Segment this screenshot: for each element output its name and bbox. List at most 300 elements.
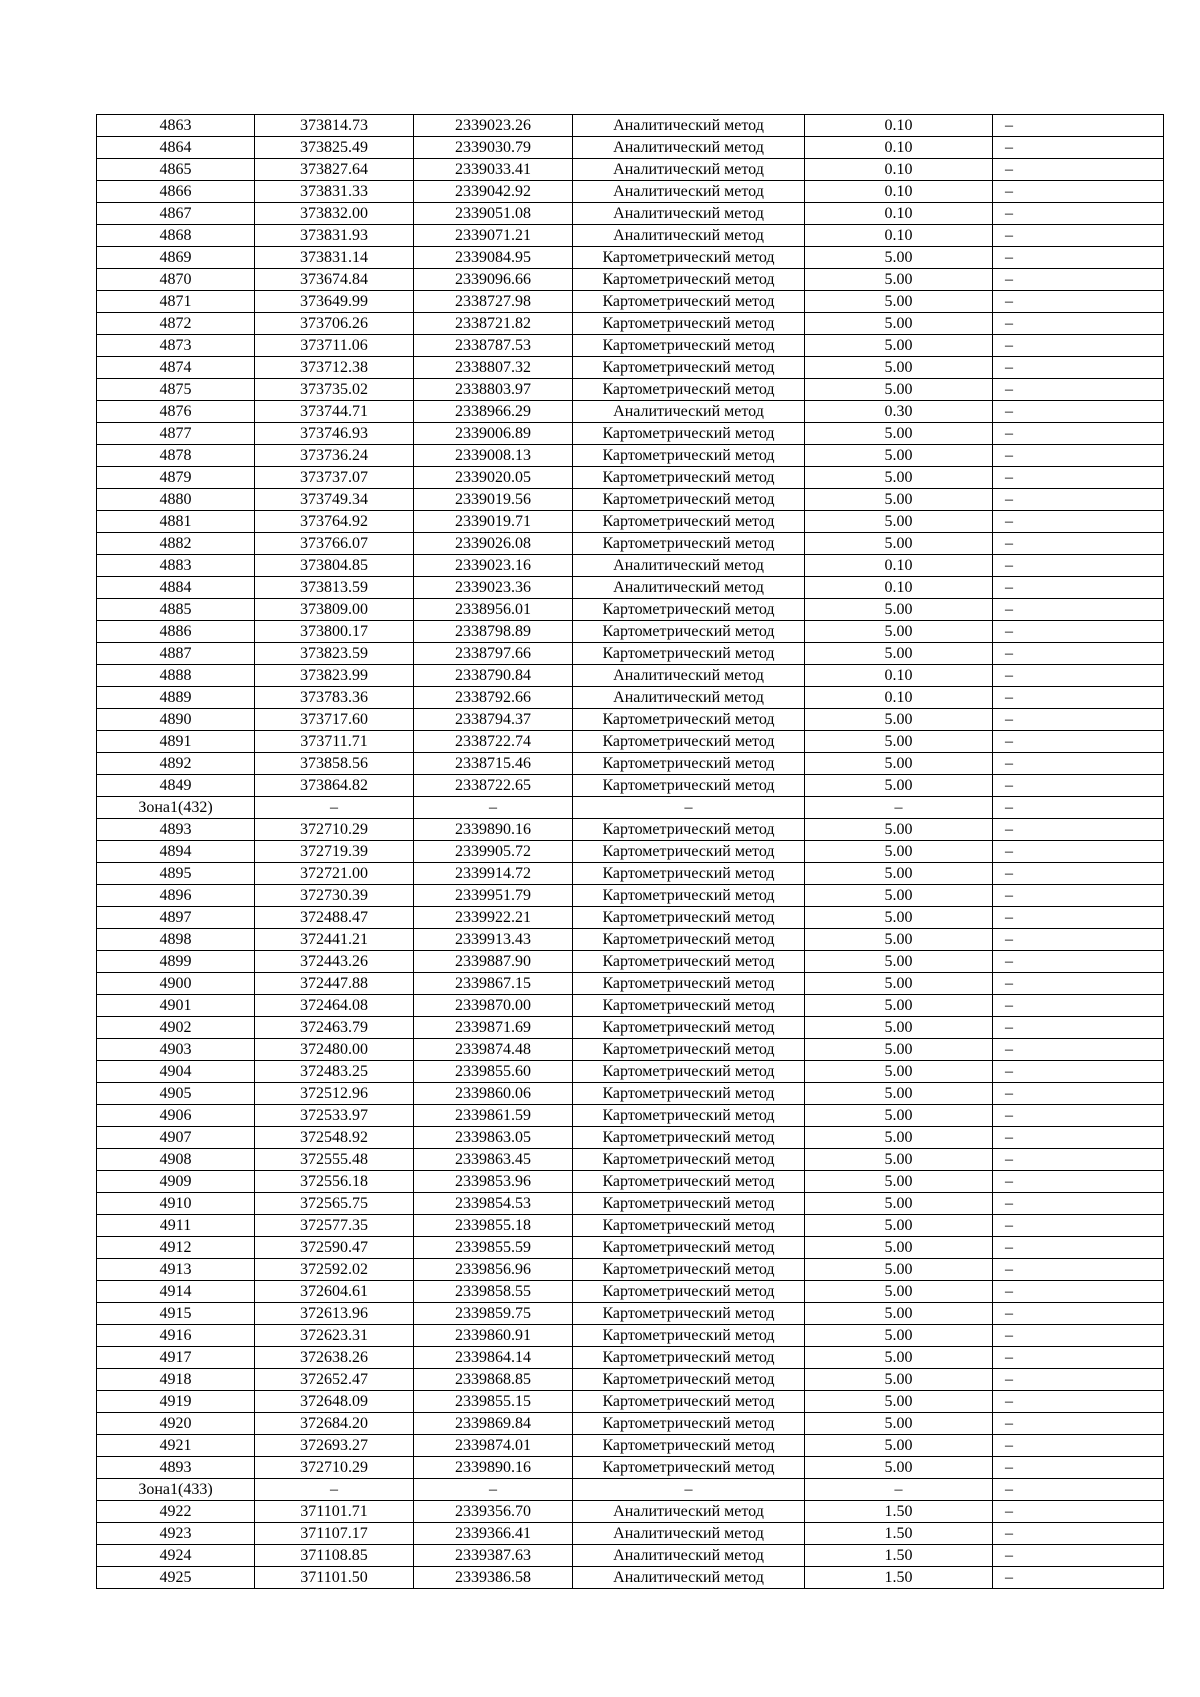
description-cell: – bbox=[993, 467, 1164, 489]
x-coordinate-cell: 373711.06 bbox=[255, 335, 414, 357]
description-cell: – bbox=[993, 973, 1164, 995]
point-number-cell: 4873 bbox=[97, 335, 255, 357]
x-coordinate-cell: 372604.61 bbox=[255, 1281, 414, 1303]
point-number-cell: 4884 bbox=[97, 577, 255, 599]
x-coordinate-cell: 372565.75 bbox=[255, 1193, 414, 1215]
point-number-cell: 4876 bbox=[97, 401, 255, 423]
table-row bbox=[97, 1017, 1164, 1039]
table-row bbox=[97, 577, 1164, 599]
y-coordinate-cell: 2339858.55 bbox=[414, 1281, 573, 1303]
y-coordinate-cell: 2339887.90 bbox=[414, 951, 573, 973]
y-coordinate-cell: 2339855.60 bbox=[414, 1061, 573, 1083]
method-cell: Картометрический метод bbox=[573, 973, 805, 995]
description-cell: – bbox=[993, 401, 1164, 423]
y-coordinate-cell: 2339019.56 bbox=[414, 489, 573, 511]
method-cell: Картометрический метод bbox=[573, 885, 805, 907]
x-coordinate-cell: 373831.93 bbox=[255, 225, 414, 247]
point-number-cell: 4920 bbox=[97, 1413, 255, 1435]
table-row bbox=[97, 753, 1164, 775]
description-cell: – bbox=[993, 291, 1164, 313]
accuracy-cell: 5.00 bbox=[805, 423, 993, 445]
y-coordinate-cell: 2339855.15 bbox=[414, 1391, 573, 1413]
method-cell: Картометрический метод bbox=[573, 775, 805, 797]
method-cell: Картометрический метод bbox=[573, 731, 805, 753]
accuracy-cell: 0.10 bbox=[805, 203, 993, 225]
x-coordinate-cell: 373712.38 bbox=[255, 357, 414, 379]
y-coordinate-cell: 2339855.59 bbox=[414, 1237, 573, 1259]
method-cell: Картометрический метод bbox=[573, 929, 805, 951]
y-coordinate-cell: 2339863.05 bbox=[414, 1127, 573, 1149]
table-row bbox=[97, 1501, 1164, 1523]
y-coordinate-cell: 2339026.08 bbox=[414, 533, 573, 555]
table-row bbox=[97, 1413, 1164, 1435]
method-cell: Картометрический метод bbox=[573, 995, 805, 1017]
y-coordinate-cell: 2339870.00 bbox=[414, 995, 573, 1017]
point-number-cell: 4909 bbox=[97, 1171, 255, 1193]
point-number-cell: 4865 bbox=[97, 159, 255, 181]
accuracy-cell: 5.00 bbox=[805, 643, 993, 665]
x-coordinate-cell: 371101.50 bbox=[255, 1567, 414, 1589]
table-row bbox=[97, 1039, 1164, 1061]
point-number-cell: 4898 bbox=[97, 929, 255, 951]
method-cell: Аналитический метод bbox=[573, 1523, 805, 1545]
description-cell: – bbox=[993, 1545, 1164, 1567]
description-cell: – bbox=[993, 225, 1164, 247]
x-coordinate-cell: 373737.07 bbox=[255, 467, 414, 489]
method-cell: Картометрический метод bbox=[573, 379, 805, 401]
method-cell: Картометрический метод bbox=[573, 1105, 805, 1127]
accuracy-cell: 1.50 bbox=[805, 1545, 993, 1567]
coordinates-table bbox=[96, 114, 1164, 1589]
y-coordinate-cell: 2338727.98 bbox=[414, 291, 573, 313]
description-cell: – bbox=[993, 357, 1164, 379]
point-number-cell: 4866 bbox=[97, 181, 255, 203]
accuracy-cell: 5.00 bbox=[805, 1127, 993, 1149]
y-coordinate-cell: 2339864.14 bbox=[414, 1347, 573, 1369]
method-cell: Картометрический метод bbox=[573, 643, 805, 665]
x-coordinate-cell: 372548.92 bbox=[255, 1127, 414, 1149]
method-cell: Аналитический метод bbox=[573, 1501, 805, 1523]
accuracy-cell: 5.00 bbox=[805, 1237, 993, 1259]
accuracy-cell: – bbox=[805, 797, 993, 819]
accuracy-cell: 5.00 bbox=[805, 1039, 993, 1061]
x-coordinate-cell: 372721.00 bbox=[255, 863, 414, 885]
method-cell: Картометрический метод bbox=[573, 467, 805, 489]
description-cell: – bbox=[993, 687, 1164, 709]
x-coordinate-cell: 372648.09 bbox=[255, 1391, 414, 1413]
y-coordinate-cell: 2338722.74 bbox=[414, 731, 573, 753]
point-number-cell: 4922 bbox=[97, 1501, 255, 1523]
y-coordinate-cell: 2339096.66 bbox=[414, 269, 573, 291]
accuracy-cell: 5.00 bbox=[805, 995, 993, 1017]
table-row bbox=[97, 1127, 1164, 1149]
description-cell: – bbox=[993, 1457, 1164, 1479]
point-number-cell: 4877 bbox=[97, 423, 255, 445]
point-number-cell: 4875 bbox=[97, 379, 255, 401]
table-row bbox=[97, 1083, 1164, 1105]
method-cell: Аналитический метод bbox=[573, 137, 805, 159]
point-number-cell: 4879 bbox=[97, 467, 255, 489]
x-coordinate-cell: 373827.64 bbox=[255, 159, 414, 181]
accuracy-cell: 5.00 bbox=[805, 511, 993, 533]
y-coordinate-cell: 2339033.41 bbox=[414, 159, 573, 181]
accuracy-cell: – bbox=[805, 1479, 993, 1501]
point-number-cell: 4915 bbox=[97, 1303, 255, 1325]
y-coordinate-cell: 2339387.63 bbox=[414, 1545, 573, 1567]
description-cell: – bbox=[993, 1501, 1164, 1523]
x-coordinate-cell: 372447.88 bbox=[255, 973, 414, 995]
description-cell: – bbox=[993, 753, 1164, 775]
method-cell: Картометрический метод bbox=[573, 709, 805, 731]
accuracy-cell: 5.00 bbox=[805, 1303, 993, 1325]
description-cell: – bbox=[993, 1479, 1164, 1501]
method-cell: Аналитический метод bbox=[573, 203, 805, 225]
x-coordinate-cell: 373823.59 bbox=[255, 643, 414, 665]
method-cell: Картометрический метод bbox=[573, 863, 805, 885]
table-row bbox=[97, 907, 1164, 929]
accuracy-cell: 5.00 bbox=[805, 291, 993, 313]
table-row bbox=[97, 973, 1164, 995]
y-coordinate-cell: 2339856.96 bbox=[414, 1259, 573, 1281]
point-number-cell: 4901 bbox=[97, 995, 255, 1017]
point-number-cell: 4893 bbox=[97, 1457, 255, 1479]
table-row bbox=[97, 335, 1164, 357]
point-number-cell: 4849 bbox=[97, 775, 255, 797]
method-cell: Картометрический метод bbox=[573, 335, 805, 357]
x-coordinate-cell: 372613.96 bbox=[255, 1303, 414, 1325]
y-coordinate-cell: 2339019.71 bbox=[414, 511, 573, 533]
accuracy-cell: 5.00 bbox=[805, 247, 993, 269]
table-row bbox=[97, 445, 1164, 467]
accuracy-cell: 5.00 bbox=[805, 863, 993, 885]
y-coordinate-cell: 2339951.79 bbox=[414, 885, 573, 907]
method-cell: Картометрический метод bbox=[573, 533, 805, 555]
table-row bbox=[97, 731, 1164, 753]
description-cell: – bbox=[993, 709, 1164, 731]
description-cell: – bbox=[993, 665, 1164, 687]
method-cell: Аналитический метод bbox=[573, 225, 805, 247]
accuracy-cell: 0.10 bbox=[805, 181, 993, 203]
x-coordinate-cell: 373831.33 bbox=[255, 181, 414, 203]
description-cell: – bbox=[993, 379, 1164, 401]
table-row bbox=[97, 423, 1164, 445]
method-cell: Картометрический метод bbox=[573, 489, 805, 511]
point-number-cell: 4907 bbox=[97, 1127, 255, 1149]
point-number-cell: 4916 bbox=[97, 1325, 255, 1347]
y-coordinate-cell: 2339030.79 bbox=[414, 137, 573, 159]
table-row bbox=[97, 203, 1164, 225]
table-row bbox=[97, 709, 1164, 731]
point-number-cell: 4924 bbox=[97, 1545, 255, 1567]
point-number-cell: 4886 bbox=[97, 621, 255, 643]
table-row bbox=[97, 1479, 1164, 1501]
description-cell: – bbox=[993, 775, 1164, 797]
x-coordinate-cell: 372652.47 bbox=[255, 1369, 414, 1391]
table-row bbox=[97, 137, 1164, 159]
method-cell: Картометрический метод bbox=[573, 423, 805, 445]
description-cell: – bbox=[993, 1391, 1164, 1413]
table-row bbox=[97, 1281, 1164, 1303]
method-cell: Аналитический метод bbox=[573, 1545, 805, 1567]
y-coordinate-cell: 2339042.92 bbox=[414, 181, 573, 203]
x-coordinate-cell: 373736.24 bbox=[255, 445, 414, 467]
description-cell: – bbox=[993, 1435, 1164, 1457]
x-coordinate-cell: 372480.00 bbox=[255, 1039, 414, 1061]
accuracy-cell: 5.00 bbox=[805, 731, 993, 753]
y-coordinate-cell: 2339023.26 bbox=[414, 115, 573, 137]
accuracy-cell: 5.00 bbox=[805, 1083, 993, 1105]
description-cell: – bbox=[993, 863, 1164, 885]
description-cell: – bbox=[993, 577, 1164, 599]
y-coordinate-cell: 2339861.59 bbox=[414, 1105, 573, 1127]
accuracy-cell: 5.00 bbox=[805, 489, 993, 511]
table-row bbox=[97, 643, 1164, 665]
y-coordinate-cell: 2339366.41 bbox=[414, 1523, 573, 1545]
x-coordinate-cell: 372592.02 bbox=[255, 1259, 414, 1281]
point-number-cell: 4888 bbox=[97, 665, 255, 687]
x-coordinate-cell: 373746.93 bbox=[255, 423, 414, 445]
description-cell: – bbox=[993, 511, 1164, 533]
x-coordinate-cell: 373783.36 bbox=[255, 687, 414, 709]
accuracy-cell: 5.00 bbox=[805, 885, 993, 907]
point-number-cell: 4868 bbox=[97, 225, 255, 247]
point-number-cell: 4863 bbox=[97, 115, 255, 137]
table-row bbox=[97, 1193, 1164, 1215]
description-cell: – bbox=[993, 621, 1164, 643]
accuracy-cell: 5.00 bbox=[805, 1017, 993, 1039]
table-row bbox=[97, 599, 1164, 621]
accuracy-cell: 5.00 bbox=[805, 1171, 993, 1193]
description-cell: – bbox=[993, 951, 1164, 973]
accuracy-cell: 5.00 bbox=[805, 445, 993, 467]
description-cell: – bbox=[993, 1149, 1164, 1171]
y-coordinate-cell: 2338794.37 bbox=[414, 709, 573, 731]
method-cell: Картометрический метод bbox=[573, 819, 805, 841]
y-coordinate-cell: 2338807.32 bbox=[414, 357, 573, 379]
y-coordinate-cell: 2339905.72 bbox=[414, 841, 573, 863]
x-coordinate-cell: – bbox=[255, 797, 414, 819]
method-cell: Картометрический метод bbox=[573, 951, 805, 973]
y-coordinate-cell: 2339853.96 bbox=[414, 1171, 573, 1193]
description-cell: – bbox=[993, 929, 1164, 951]
y-coordinate-cell: – bbox=[414, 797, 573, 819]
point-number-cell: 4869 bbox=[97, 247, 255, 269]
y-coordinate-cell: 2338966.29 bbox=[414, 401, 573, 423]
x-coordinate-cell: 372512.96 bbox=[255, 1083, 414, 1105]
accuracy-cell: 0.10 bbox=[805, 665, 993, 687]
method-cell: Картометрический метод bbox=[573, 1347, 805, 1369]
description-cell: – bbox=[993, 555, 1164, 577]
description-cell: – bbox=[993, 489, 1164, 511]
x-coordinate-cell: 373813.59 bbox=[255, 577, 414, 599]
table-row bbox=[97, 1325, 1164, 1347]
point-number-cell: 4905 bbox=[97, 1083, 255, 1105]
accuracy-cell: 5.00 bbox=[805, 709, 993, 731]
table-row bbox=[97, 863, 1164, 885]
y-coordinate-cell: 2338715.46 bbox=[414, 753, 573, 775]
y-coordinate-cell: 2339854.53 bbox=[414, 1193, 573, 1215]
accuracy-cell: 0.10 bbox=[805, 225, 993, 247]
y-coordinate-cell: 2339913.43 bbox=[414, 929, 573, 951]
method-cell: Аналитический метод bbox=[573, 159, 805, 181]
description-cell: – bbox=[993, 1259, 1164, 1281]
point-number-cell: 4904 bbox=[97, 1061, 255, 1083]
table-row bbox=[97, 1457, 1164, 1479]
table-row bbox=[97, 687, 1164, 709]
method-cell: Картометрический метод bbox=[573, 1061, 805, 1083]
x-coordinate-cell: 372719.39 bbox=[255, 841, 414, 863]
x-coordinate-cell: 373864.82 bbox=[255, 775, 414, 797]
x-coordinate-cell: 372638.26 bbox=[255, 1347, 414, 1369]
x-coordinate-cell: 372577.35 bbox=[255, 1215, 414, 1237]
accuracy-cell: 5.00 bbox=[805, 1369, 993, 1391]
point-number-cell: 4903 bbox=[97, 1039, 255, 1061]
table-row bbox=[97, 665, 1164, 687]
accuracy-cell: 5.00 bbox=[805, 1325, 993, 1347]
description-cell: – bbox=[993, 1237, 1164, 1259]
point-number-cell: 4899 bbox=[97, 951, 255, 973]
method-cell: Картометрический метод bbox=[573, 1215, 805, 1237]
accuracy-cell: 5.00 bbox=[805, 1391, 993, 1413]
method-cell: Картометрический метод bbox=[573, 1391, 805, 1413]
accuracy-cell: 0.10 bbox=[805, 137, 993, 159]
description-cell: – bbox=[993, 643, 1164, 665]
method-cell: Картометрический метод bbox=[573, 907, 805, 929]
method-cell: Картометрический метод bbox=[573, 1369, 805, 1391]
point-number-cell: 4921 bbox=[97, 1435, 255, 1457]
method-cell: Картометрический метод bbox=[573, 1259, 805, 1281]
y-coordinate-cell: 2339874.01 bbox=[414, 1435, 573, 1457]
y-coordinate-cell: 2339084.95 bbox=[414, 247, 573, 269]
x-coordinate-cell: 372684.20 bbox=[255, 1413, 414, 1435]
accuracy-cell: 5.00 bbox=[805, 1281, 993, 1303]
method-cell: Картометрический метод bbox=[573, 1281, 805, 1303]
method-cell: – bbox=[573, 1479, 805, 1501]
x-coordinate-cell: 373735.02 bbox=[255, 379, 414, 401]
description-cell: – bbox=[993, 819, 1164, 841]
accuracy-cell: 5.00 bbox=[805, 1435, 993, 1457]
description-cell: – bbox=[993, 269, 1164, 291]
point-number-cell: 4925 bbox=[97, 1567, 255, 1589]
accuracy-cell: 5.00 bbox=[805, 841, 993, 863]
y-coordinate-cell: 2339020.05 bbox=[414, 467, 573, 489]
y-coordinate-cell: 2339071.21 bbox=[414, 225, 573, 247]
table-row bbox=[97, 269, 1164, 291]
point-number-cell: 4894 bbox=[97, 841, 255, 863]
description-cell: – bbox=[993, 1039, 1164, 1061]
accuracy-cell: 5.00 bbox=[805, 1149, 993, 1171]
table-row bbox=[97, 467, 1164, 489]
y-coordinate-cell: 2338956.01 bbox=[414, 599, 573, 621]
description-cell: – bbox=[993, 885, 1164, 907]
point-number-cell: 4890 bbox=[97, 709, 255, 731]
point-number-cell: 4912 bbox=[97, 1237, 255, 1259]
table-row bbox=[97, 1545, 1164, 1567]
description-cell: – bbox=[993, 203, 1164, 225]
x-coordinate-cell: – bbox=[255, 1479, 414, 1501]
table-row bbox=[97, 533, 1164, 555]
table-row bbox=[97, 555, 1164, 577]
method-cell: Картометрический метод bbox=[573, 1435, 805, 1457]
y-coordinate-cell: 2338790.84 bbox=[414, 665, 573, 687]
description-cell: – bbox=[993, 1413, 1164, 1435]
description-cell: – bbox=[993, 423, 1164, 445]
x-coordinate-cell: 373744.71 bbox=[255, 401, 414, 423]
method-cell: Картометрический метод bbox=[573, 1237, 805, 1259]
table-row bbox=[97, 1149, 1164, 1171]
accuracy-cell: 5.00 bbox=[805, 335, 993, 357]
description-cell: – bbox=[993, 995, 1164, 1017]
description-cell: – bbox=[993, 137, 1164, 159]
table-row bbox=[97, 819, 1164, 841]
x-coordinate-cell: 372623.31 bbox=[255, 1325, 414, 1347]
point-number-cell: 4874 bbox=[97, 357, 255, 379]
x-coordinate-cell: 373825.49 bbox=[255, 137, 414, 159]
description-cell: – bbox=[993, 907, 1164, 929]
x-coordinate-cell: 372556.18 bbox=[255, 1171, 414, 1193]
accuracy-cell: 1.50 bbox=[805, 1523, 993, 1545]
point-number-cell: 4908 bbox=[97, 1149, 255, 1171]
method-cell: Картометрический метод bbox=[573, 291, 805, 313]
point-number-cell: 4882 bbox=[97, 533, 255, 555]
x-coordinate-cell: 372441.21 bbox=[255, 929, 414, 951]
method-cell: Аналитический метод bbox=[573, 687, 805, 709]
method-cell: Картометрический метод bbox=[573, 1171, 805, 1193]
accuracy-cell: 5.00 bbox=[805, 819, 993, 841]
point-number-cell: 4878 bbox=[97, 445, 255, 467]
method-cell: Аналитический метод bbox=[573, 555, 805, 577]
table-row bbox=[97, 1369, 1164, 1391]
y-coordinate-cell: 2339860.91 bbox=[414, 1325, 573, 1347]
accuracy-cell: 5.00 bbox=[805, 775, 993, 797]
description-cell: – bbox=[993, 797, 1164, 819]
table-row bbox=[97, 181, 1164, 203]
x-coordinate-cell: 371101.71 bbox=[255, 1501, 414, 1523]
point-number-cell: 4919 bbox=[97, 1391, 255, 1413]
point-number-cell: 4911 bbox=[97, 1215, 255, 1237]
x-coordinate-cell: 373823.99 bbox=[255, 665, 414, 687]
y-coordinate-cell: 2339051.08 bbox=[414, 203, 573, 225]
description-cell: – bbox=[993, 1127, 1164, 1149]
y-coordinate-cell: 2339890.16 bbox=[414, 819, 573, 841]
point-number-cell: Зона1(433) bbox=[97, 1479, 255, 1501]
table-row bbox=[97, 1171, 1164, 1193]
method-cell: Картометрический метод bbox=[573, 357, 805, 379]
method-cell: Картометрический метод bbox=[573, 599, 805, 621]
coordinates-table-body bbox=[97, 115, 1164, 1589]
x-coordinate-cell: 373749.34 bbox=[255, 489, 414, 511]
point-number-cell: 4913 bbox=[97, 1259, 255, 1281]
table-row bbox=[97, 797, 1164, 819]
table-row bbox=[97, 1303, 1164, 1325]
table-row bbox=[97, 621, 1164, 643]
table-row bbox=[97, 1523, 1164, 1545]
method-cell: Аналитический метод bbox=[573, 115, 805, 137]
method-cell: Картометрический метод bbox=[573, 621, 805, 643]
accuracy-cell: 0.30 bbox=[805, 401, 993, 423]
point-number-cell: 4889 bbox=[97, 687, 255, 709]
accuracy-cell: 5.00 bbox=[805, 1061, 993, 1083]
method-cell: Аналитический метод bbox=[573, 665, 805, 687]
accuracy-cell: 5.00 bbox=[805, 1413, 993, 1435]
point-number-cell: 4918 bbox=[97, 1369, 255, 1391]
point-number-cell: 4906 bbox=[97, 1105, 255, 1127]
point-number-cell: 4870 bbox=[97, 269, 255, 291]
method-cell: Картометрический метод bbox=[573, 1325, 805, 1347]
accuracy-cell: 5.00 bbox=[805, 929, 993, 951]
accuracy-cell: 0.10 bbox=[805, 687, 993, 709]
point-number-cell: 4867 bbox=[97, 203, 255, 225]
